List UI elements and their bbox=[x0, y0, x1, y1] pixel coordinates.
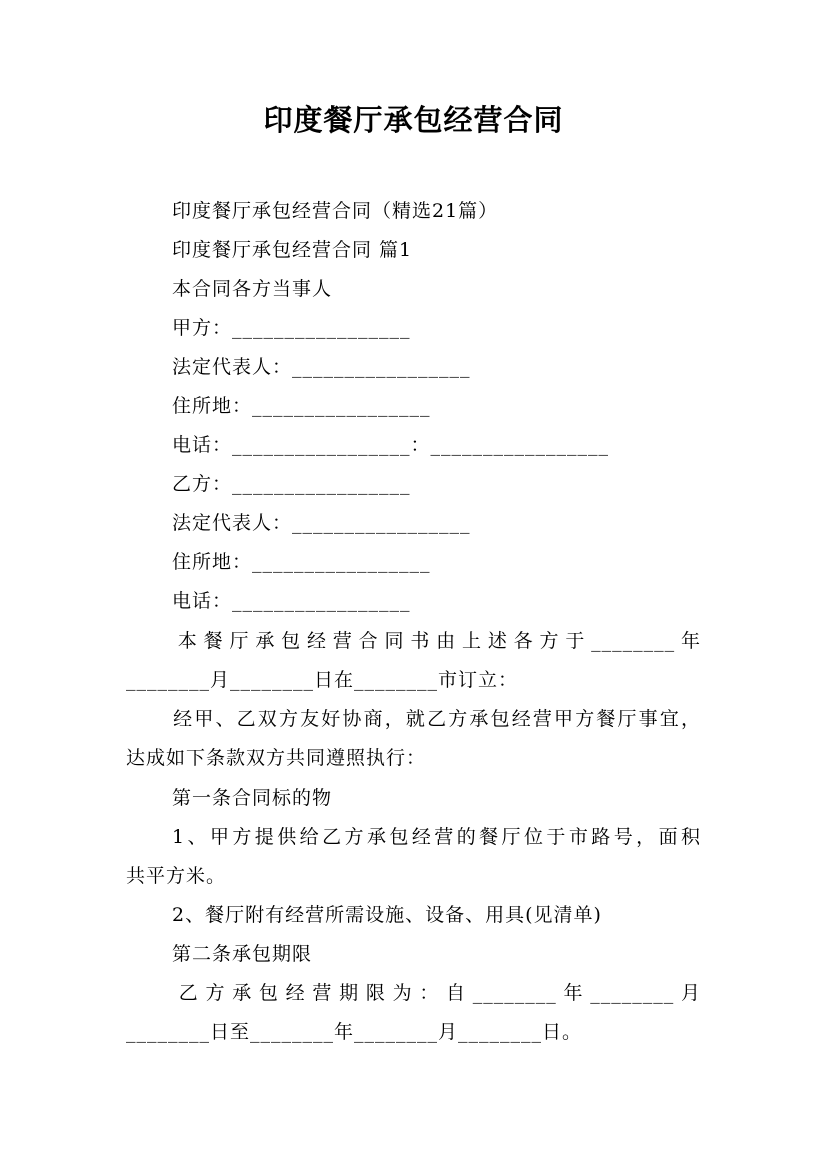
party-b-line: 乙方：_________________ bbox=[172, 473, 411, 495]
article-1-item-2: 2、餐厅附有经营所需设施、设备、用具(见清单) bbox=[172, 904, 602, 926]
consult-paragraph-line-1 bbox=[126, 700, 701, 739]
article-1-item-1-text-a: 1、甲方提供给乙方承包经营的餐厅位于市路号，面积 bbox=[172, 826, 701, 848]
party-a-line: 甲方：_________________ bbox=[172, 317, 411, 339]
legal-rep-b-line: 法定代表人：_________________ bbox=[172, 512, 471, 534]
parties-intro: 本合同各方当事人 bbox=[172, 278, 333, 300]
document-subtitle: 印度餐厅承包经营合同（精选21篇） bbox=[172, 200, 499, 222]
consult-text-1: 经甲、乙双方友好协商，就乙方承包经营甲方餐厅事宜， bbox=[172, 708, 701, 730]
address-a-line: 住所地：_________________ bbox=[172, 395, 431, 417]
article-1-title: 第一条合同标的物 bbox=[172, 787, 333, 809]
term-paragraph-line-1 bbox=[126, 974, 701, 1013]
section-heading: 印度餐厅承包经营合同 篇1 bbox=[172, 239, 413, 261]
article-2-title: 第二条承包期限 bbox=[172, 943, 313, 965]
phone-b-line: 电话：_________________ bbox=[172, 590, 411, 612]
legal-rep-a-line: 法定代表人：_________________ bbox=[172, 356, 471, 378]
article-1-item-1-line-2: 共平方米。 bbox=[126, 865, 227, 887]
signing-text-1: 本餐厅承包经营合同书由上述各方于________年 bbox=[172, 630, 701, 652]
signing-paragraph-line-1 bbox=[126, 622, 701, 661]
consult-paragraph-line-2: 达成如下条款双方共同遵照执行： bbox=[126, 747, 427, 769]
address-b-line: 住所地：_________________ bbox=[172, 551, 431, 573]
document-title: 印度餐厅承包经营合同 bbox=[263, 103, 564, 137]
article-1-item-1-line-1 bbox=[126, 818, 701, 857]
term-paragraph-line-2: ________日至________年________月________日。 bbox=[126, 1021, 583, 1043]
term-text-1: 乙方承包经营期限为：自________年________月 bbox=[172, 982, 701, 1004]
signing-paragraph-line-2: ________月________日在________市订立： bbox=[126, 669, 519, 691]
phone-a-line: 电话：_________________：_________________ bbox=[172, 434, 610, 456]
